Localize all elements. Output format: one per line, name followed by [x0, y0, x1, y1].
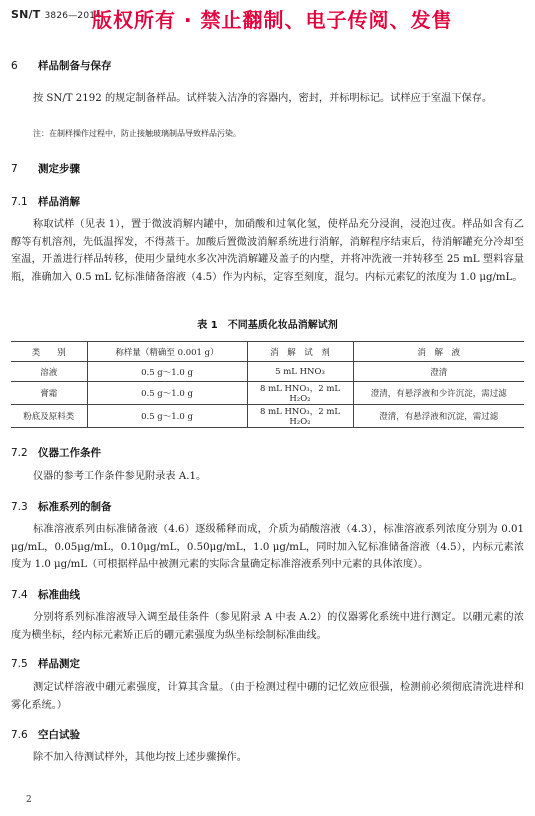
section-7-heading: 7 测定步骤 — [11, 163, 80, 175]
section-6-note: 注：在制样操作过程中，防止接触玻璃制品导致样品污染。 — [33, 129, 241, 138]
table-cell: 溶液 — [11, 362, 87, 382]
table-header-cell: 消 解 液 — [353, 342, 524, 362]
section-7-4-paragraph: 分别将系列标准溶液导入调至最佳条件（参见附录 A 中表 A.2）的仪器雾化系统中进行测定。以硼元素的浓度为横坐标，经内标元素矫正后的硼元素强度为纵坐标绘制标准曲线。 — [11, 612, 524, 641]
section-7-6-heading: 7.6 空白试验 — [11, 729, 80, 741]
table-cell: 5 mL HNO₃ — [247, 362, 353, 382]
section-7-3-heading: 7.3 标准系列的制备 — [11, 501, 112, 513]
section-7-5-heading: 7.5 样品测定 — [11, 658, 80, 670]
table-cell: 8 mL HNO₃，2 mL H₂O₂ — [247, 382, 353, 405]
section-7-2-heading: 7.2 仪器工作条件 — [11, 447, 101, 459]
table-cell: 澄清，有悬浮液和沉淀，需过滤 — [353, 405, 524, 428]
table-cell: 澄清 — [353, 362, 524, 382]
digestion-reagents-table — [11, 341, 524, 428]
table-header-cell: 消 解 试 剂 — [247, 342, 353, 362]
table-1-caption: 表 1 不同基质化妆品消解试剂 — [197, 320, 338, 331]
table-row — [11, 382, 524, 405]
table-header-cell: 称样量（精确至 0.001 g） — [87, 342, 247, 362]
section-7-1-paragraph: 称取试样（见表 1），置于微波消解内罐中，加硝酸和过氧化氢，使样品充分浸润，浸泡过夜。样品如含有乙醇等有机溶剂，先低温挥发，不得蒸干。加酸后置微波消解系统进行消解，消解程序结束后，待消解罐充分冷却至室温，开盖进行样品转移，使用少量纯水多次冲洗消解罐及盖子的内壁，并将冲洗液一并转移至 25 mL 塑料容量瓶，准确加入 0.5 mL 钇标准储备溶液（4.5）作为内标，定容至刻度，混匀。内标元素钇的浓度为 1.0 μg/mL。 — [11, 219, 524, 283]
table-cell: 膏霜 — [11, 382, 87, 405]
section-7-2-paragraph: 仪器的参考工作条件参见附录表 A.1。 — [33, 471, 207, 482]
table-header-cell: 类 别 — [11, 342, 87, 362]
table-cell: 0.5 g～1.0 g — [87, 405, 247, 428]
section-7-4-heading: 7.4 标准曲线 — [11, 589, 80, 601]
table-row — [11, 405, 524, 428]
table-cell: 粉底及原料类 — [11, 405, 87, 428]
page-number: 2 — [26, 795, 32, 805]
section-7-1-heading: 7.1 样品消解 — [11, 196, 80, 208]
table-cell: 澄清，有悬浮液和少许沉淀，需过滤 — [353, 382, 524, 405]
table-cell: 8 mL HNO₃，2 mL H₂O₂ — [247, 405, 353, 428]
table-cell: 0.5 g～1.0 g — [87, 362, 247, 382]
section-7-3-paragraph: 标准溶液系列由标准储备液（4.6）逐级稀释而成，介质为硝酸溶液（4.3），标准溶液系列浓度分别为 0.01 μg/mL，0.05μg/mL，0.10μg/mL，0.50μg/mL，1.0 μg/mL，同时加入钇标准储备溶液（4.5），内标元素浓度为 1.0 μg/mL（可根据样品中被测元素的实际含量确定标准溶液系列中元素的具体浓度）。 — [11, 524, 524, 570]
copyright-watermark: 版权所有 · 禁止翻制、电子传阅、发售 — [92, 8, 453, 32]
table-row — [11, 362, 524, 382]
section-7-6-paragraph: 除不加入待测试样外，其他均按上述步骤操作。 — [33, 752, 247, 763]
standard-code — [11, 8, 101, 21]
table-cell: 0.5 g～1.0 g — [87, 382, 247, 405]
standard-prefix: SN/T — [11, 8, 41, 21]
table-header-row — [11, 342, 524, 362]
standard-number: 3826—2014 — [44, 11, 102, 21]
section-7-5-paragraph: 测定试样溶液中硼元素强度，计算其含量。（由于检测过程中硼的记忆效应很强，检测前必须彻底清洗进样和雾化系统。） — [11, 682, 524, 711]
section-6-heading: 6 样品制备与保存 — [11, 60, 112, 72]
section-6-paragraph: 按 SN/T 2192 的规定制备样品。试样装入洁净的容器内，密封，并标明标记。试样应于室温下保存。 — [33, 93, 493, 104]
